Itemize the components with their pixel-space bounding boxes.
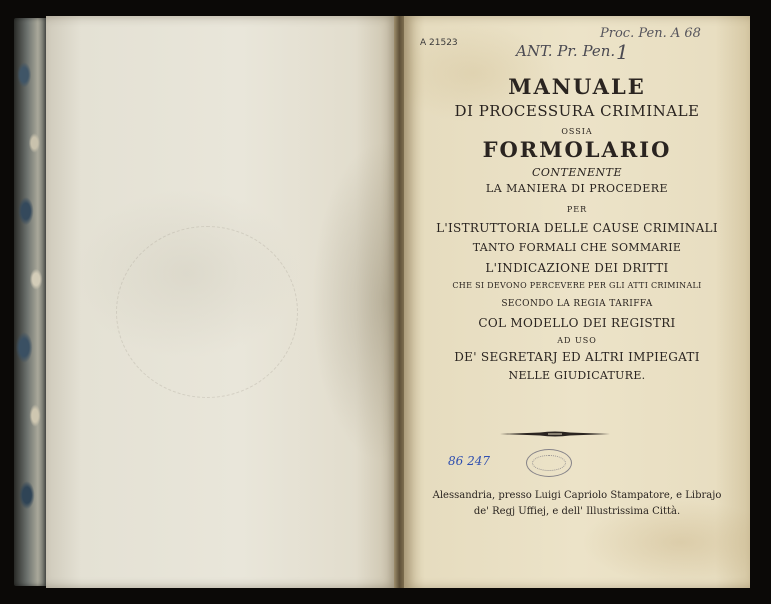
- title-page: [404, 16, 750, 588]
- title-segretarj: DE' SEGRETARJ ED ALTRI IMPIEGATI: [454, 350, 700, 364]
- title-per: PER: [566, 205, 588, 214]
- title-formolario: FORMOLARIO: [482, 137, 672, 162]
- handwritten-classification: Proc. Pen. A 68: [600, 26, 701, 41]
- title-di-processura: DI PROCESSURA CRIMINALE: [454, 102, 700, 120]
- title-indicazione: L'INDICAZIONE DEI DRITTI: [485, 261, 669, 275]
- imprint-line-1: Alessandria, presso Luigi Capriolo Stampatore, e Librajo: [432, 490, 722, 501]
- show-through-ornament: [116, 226, 298, 398]
- library-stamp-icon: [526, 449, 572, 477]
- handwritten-shelfmark: ANT. Pr. Pen.: [516, 42, 616, 60]
- title-ossia: OSSIA: [561, 127, 593, 136]
- title-modello: COL MODELLO DEI REGISTRI: [478, 316, 676, 330]
- title-maniera: LA MANIERA DI PROCEDERE: [485, 182, 669, 195]
- handwritten-volume: 1: [616, 40, 629, 64]
- library-number: A 21523: [420, 38, 458, 48]
- title-secondo: SECONDO LA REGIA TARIFFA: [501, 299, 653, 309]
- left-endpaper: [46, 16, 398, 588]
- printer-ornament-rule: [500, 430, 610, 438]
- title-tanto: TANTO FORMALI CHE SOMMARIE: [472, 241, 682, 254]
- marbled-cover-edge: [14, 18, 48, 586]
- blue-inventory-number: 86 247: [448, 454, 490, 468]
- title-giudicature: NELLE GIUDICATURE.: [508, 369, 646, 382]
- title-contenente: CONTENENTE: [531, 166, 623, 179]
- title-manuale: MANUALE: [508, 74, 646, 99]
- title-ad-uso: AD USO: [557, 336, 597, 345]
- title-istruttoria: L'ISTRUTTORIA DELLE CAUSE CRIMINALI: [436, 221, 718, 235]
- imprint-line-2: de' Regj Uffiej, e dell' Illustrissima Città.: [473, 506, 681, 517]
- title-che-si-devono: CHE SI DEVONO PERCEVERE PER GLI ATTI CRIMINALI: [452, 281, 702, 290]
